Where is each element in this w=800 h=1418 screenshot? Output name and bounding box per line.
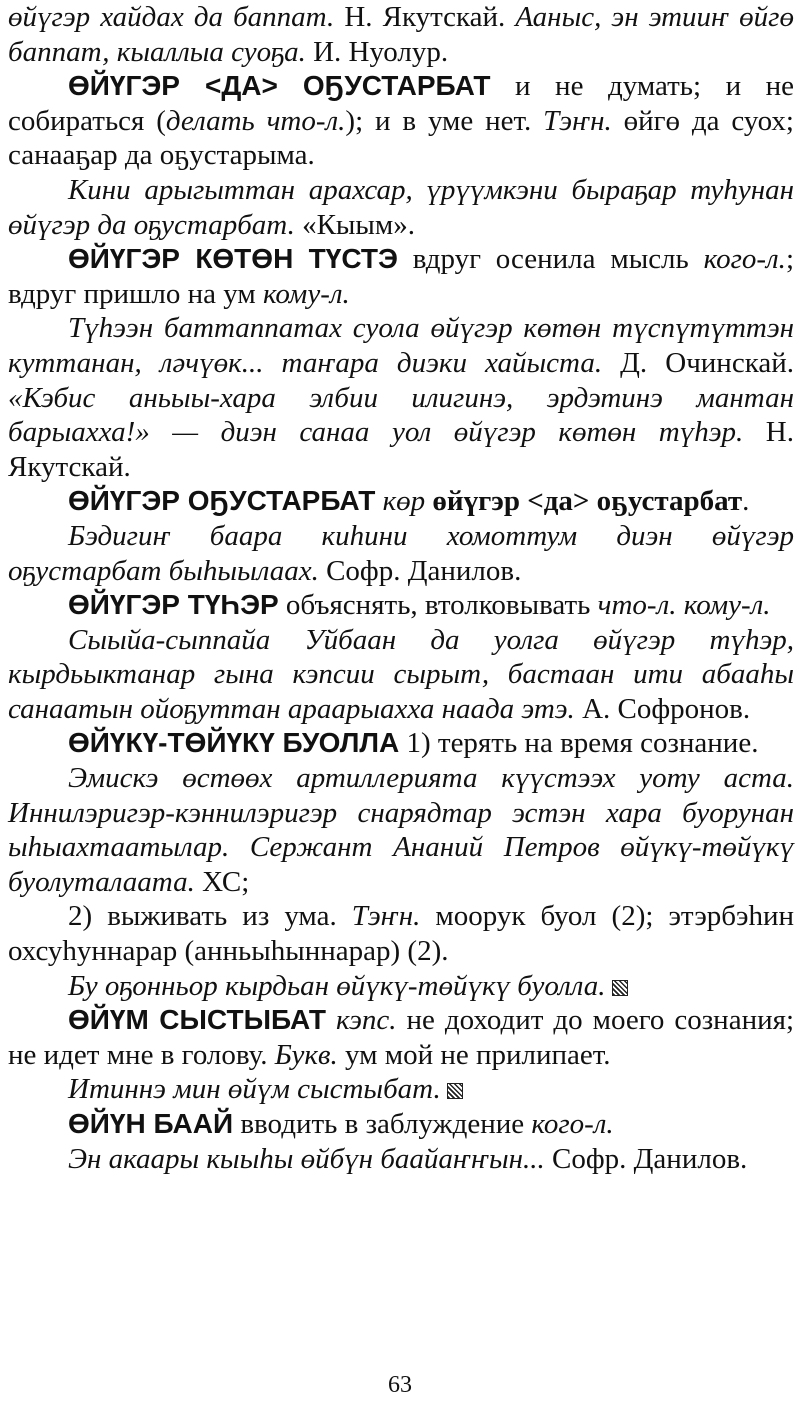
dictionary-entry — [8, 1142, 794, 1177]
plain-text: объяснять, втолковывать — [278, 589, 598, 622]
italic-text: Букв. — [274, 1038, 338, 1071]
plain-text: Н. Якутскай. — [334, 1, 516, 33]
plain-text: өйгө да суох; санааҕар да оҕустарыма. — [8, 104, 794, 172]
dictionary-entry — [8, 0, 794, 69]
hatched-box-icon — [612, 980, 628, 996]
italic-text: Эн акаары кыыһы өйбүн баайаҥҥын... — [68, 1142, 545, 1175]
plain-text: И. Нуолур. — [305, 35, 449, 68]
dictionary-entry — [8, 519, 794, 588]
headword: ӨЙҮГЭР КӨТӨН ТҮСТЭ — [68, 243, 398, 275]
plain-text: . — [742, 485, 750, 518]
plain-text: ; вдруг пришло на ум — [8, 243, 794, 310]
italic-text: Түһээн баттаппатах суола өйүгэр көтөн түспүтүттэн куттанан, ләчүөк... таҥара диэки хайыста. — [8, 312, 794, 379]
italic-text: «Кэбис аньыы-хара элбии илигинэ, эрдэтинэ мантан барыахха!» — диэн санаа уол өйүгэр көтөн түһэр. — [8, 381, 794, 449]
dictionary-entry — [8, 761, 794, 899]
plain-text: не доходит до моего сознания; не идет мне в голову. — [8, 1004, 795, 1071]
italic-text: Тэҥн. — [351, 900, 421, 933]
headword: ӨЙҮМ СЫСТЫБАТ — [68, 1004, 326, 1036]
plain-text: А. Софронов. — [574, 692, 751, 725]
plain-text: и не думать; и не собираться ( — [8, 70, 794, 137]
plain-text: ум мой не прилипает. — [337, 1038, 611, 1071]
plain-text: Софр. Данилов. — [544, 1142, 748, 1175]
plain-text: ); и в уме нет. — [345, 104, 544, 137]
hatched-box-icon — [447, 1083, 463, 1099]
italic-text: Эмискэ өстөөх артиллерията күүстээх уоту аста. Иннилэригэр-кэннилэригэр снарядтар эстэн хара буорунан ыһыахтаатылар. Сержант Ананий Петров өйүкү-төйүкү буолуталаата. — [8, 762, 794, 898]
plain-text: Н. Якутскай. — [8, 416, 794, 483]
italic-text: өйүгэр хайдах да баппат. — [8, 1, 335, 33]
dictionary-entry — [8, 969, 794, 1004]
headword: ӨЙҮН БААЙ — [68, 1108, 234, 1139]
dictionary-entry — [8, 484, 794, 519]
dictionary-entry — [8, 899, 794, 968]
italic-text: Кини арыгыттан арахсар, үрүүмкэни быраҕар туһунан өйүгэр да оҕустарбат. — [8, 173, 794, 241]
italic-text: кого-л. — [703, 243, 786, 276]
headword: ӨЙҮГЭР <ДА> ОҔУСТАРБАТ — [68, 70, 491, 102]
italic-text: кому-л. — [262, 277, 350, 310]
dictionary-entry — [8, 588, 794, 623]
italic-text: Итиннэ мин өйүм сыстыбат. — [68, 1073, 441, 1106]
headword: ӨЙҮКҮ-ТӨЙҮКҮ БУОЛЛА — [68, 727, 400, 759]
italic-text: кэпс. — [335, 1004, 397, 1037]
italic-text: Тэҥн. — [543, 104, 612, 137]
dictionary-entry — [8, 173, 794, 242]
plain-text: Софр. Данилов. — [318, 554, 522, 587]
italic-text: кого-л. — [531, 1108, 614, 1140]
italic-text: Сыыйа-сыппайа Уйбаан да уолга өйүгэр түһэр, кырдьыктанар гына кэпсии сырыт, бастаан ити абааһы санаатын ойоҕуттан араарыахха наада этэ. — [8, 623, 794, 725]
italic-text: Бу оҕонньор кырдьан өйүкү-төйүкү буолла. — [68, 969, 606, 1002]
plain-text: «Кыым». — [294, 208, 415, 241]
plain-text: ХС; — [194, 865, 250, 898]
plain-text: моорук буол (2); этэрбэһин охсуһуннарар (анньыһыннарар) (2). — [8, 900, 795, 968]
dictionary-entry — [8, 1107, 794, 1142]
dictionary-entry — [8, 69, 794, 173]
plain-text: Д. Очинскай. — [602, 346, 794, 379]
dictionary-entry — [8, 242, 794, 311]
italic-text: Бэдигиҥ баара киһини хомоттум диэн өйүгэр оҕустарбат быһыылаах. — [8, 519, 794, 587]
dictionary-entry — [8, 311, 794, 484]
dictionary-entry — [8, 726, 794, 761]
italic-text: Ааныс, эн этииҥ өйгө баппат, кыаллыа суоҕа. — [8, 1, 794, 68]
dictionary-entry — [8, 1072, 794, 1107]
plain-text: 2) выживать из ума. — [68, 900, 352, 933]
plain-text: 1) терять на время сознание. — [399, 727, 759, 760]
page-number: 63 — [388, 1372, 412, 1398]
italic-text: делать что-л. — [165, 104, 346, 137]
plain-text — [375, 485, 382, 517]
dictionary-entry — [8, 1003, 794, 1072]
plain-text: вдруг осенила мысль — [397, 243, 704, 276]
italic-text: көр — [382, 485, 426, 518]
headword: ӨЙҮГЭР ОҔУСТАРБАТ — [68, 485, 376, 517]
italic-text: что-л. кому-л. — [597, 589, 771, 622]
plain-text — [326, 1004, 336, 1036]
dictionary-text — [8, 0, 794, 1176]
cross-reference: өйүгэр <да> оҕустарбат — [432, 485, 743, 518]
plain-text: вводить в заблуждение — [233, 1108, 532, 1140]
headword: ӨЙҮГЭР ТҮҺЭР — [68, 589, 279, 621]
dictionary-entry — [8, 623, 794, 727]
